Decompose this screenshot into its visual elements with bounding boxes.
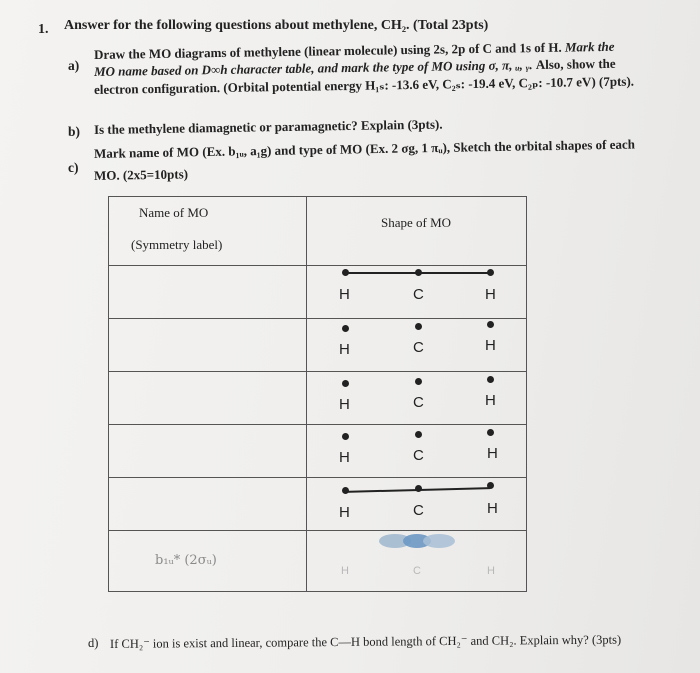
atom-label-h: H — [339, 341, 350, 358]
header-name-cell — [109, 197, 307, 266]
mo-name-cell[interactable] — [109, 319, 307, 372]
molecule-sketch — [307, 372, 529, 424]
atom-label-h: H — [485, 337, 496, 354]
atom-label-c: C — [413, 565, 421, 577]
question-number: 1. — [38, 22, 49, 37]
atom-label-c: C — [413, 286, 424, 303]
header-name-of-mo: Name of MO — [139, 205, 209, 220]
molecule-sketch-faint — [307, 531, 529, 583]
atom-label-h: H — [485, 286, 496, 303]
h-atom-dot — [487, 269, 494, 276]
table-row — [109, 266, 527, 319]
c-atom-dot — [415, 485, 422, 492]
part-a-line2: MO name based on D∞h character table, and mark the type of MO using σ, π, ᵤ, ᵧ. Also, show the — [93, 55, 616, 79]
part-b-label: b) — [68, 124, 81, 139]
table-row — [109, 319, 527, 372]
part-c-line1: Mark name of MO (Ex. b₁ᵤ, a₁g) and type of MO (Ex. 2 σg, 1 πᵤ), Sketch the orbital shapes of each — [93, 136, 636, 161]
mo-name-cell[interactable] — [109, 372, 307, 425]
h-atom-dot — [342, 325, 349, 332]
orbital-sketch — [307, 531, 529, 591]
table-row — [109, 478, 527, 531]
part-b-text: Is the methylene diamagnetic or paramagnetic? Explain (3pts). — [93, 116, 443, 137]
part-c-label: c) — [68, 160, 79, 175]
atom-label-h: H — [339, 504, 350, 521]
table-header-row — [109, 197, 527, 266]
atom-label-h: H — [339, 449, 350, 466]
part-d-label: d) — [88, 636, 99, 650]
orbital-lobe — [423, 534, 455, 548]
part-a-label: a) — [68, 58, 80, 73]
atom-label-h: H — [339, 286, 350, 303]
atom-label-h: H — [487, 565, 495, 577]
mo-name-cell[interactable] — [109, 425, 307, 478]
h-atom-dot — [487, 376, 494, 383]
part-a-line1: Draw the MO diagrams of methylene (linear molecule) using 2s, 2p of C and 1s of H. Mark the — [93, 38, 615, 62]
molecule-sketch — [307, 425, 529, 477]
mo-shape-cell[interactable] — [307, 372, 527, 425]
question-title: Answer for the following questions about methylene, CH₂. (Total 23pts) — [64, 18, 489, 33]
table-row — [109, 425, 527, 478]
h-atom-dot — [342, 487, 349, 494]
h-atom-dot — [342, 380, 349, 387]
atom-label-c: C — [413, 447, 424, 464]
part-a-line3: electron configuration. (Orbital potential energy H₁ₛ: -13.6 eV, C₂ₛ: -19.4 eV, C₂ₚ: -10.7 eV) (7pts). — [93, 73, 635, 97]
mo-shape-cell[interactable] — [307, 319, 527, 372]
atom-label-h: H — [487, 500, 498, 517]
atom-label-c: C — [413, 394, 424, 411]
atom-label-c: C — [413, 339, 424, 356]
mo-name-cell[interactable] — [109, 266, 307, 319]
mo-shape-cell[interactable] — [307, 531, 527, 592]
atom-label-h: H — [485, 392, 496, 409]
header-shape-of-mo: Shape of MO — [381, 215, 452, 230]
molecule-sketch — [307, 319, 529, 371]
h-atom-dot — [487, 482, 494, 489]
handwritten-answer: b₁ᵤ* (2σᵤ) — [155, 553, 217, 568]
atom-label-c: C — [413, 502, 424, 519]
table-row — [109, 372, 527, 425]
c-atom-dot — [415, 431, 422, 438]
h-atom-dot — [487, 429, 494, 436]
part-c-line2: MO. (2x5=10pts) — [93, 166, 189, 183]
mo-name-cell[interactable] — [109, 531, 307, 592]
mo-shape-cell[interactable] — [307, 266, 527, 319]
atom-label-h: H — [339, 396, 350, 413]
header-symmetry-label: (Symmetry label) — [131, 237, 223, 252]
h-atom-dot — [342, 269, 349, 276]
mo-shape-cell[interactable] — [307, 478, 527, 531]
mo-name-cell[interactable] — [109, 478, 307, 531]
c-atom-dot — [415, 378, 422, 385]
molecule-sketch — [307, 266, 529, 318]
mo-table — [108, 196, 527, 592]
part-d-text: If CH₂⁻ ion is exist and linear, compare the C—H bond length of CH₂⁻ and CH₂. Explain why? (3pts) — [109, 632, 622, 651]
h-atom-dot — [342, 433, 349, 440]
atom-label-h: H — [487, 445, 498, 462]
h-atom-dot — [487, 321, 494, 328]
c-atom-dot — [415, 269, 422, 276]
molecule-sketch — [307, 478, 529, 530]
header-shape-cell — [307, 197, 527, 266]
table-row — [109, 531, 527, 592]
c-atom-dot — [415, 323, 422, 330]
atom-label-h: H — [341, 565, 349, 577]
mo-shape-cell[interactable] — [307, 425, 527, 478]
